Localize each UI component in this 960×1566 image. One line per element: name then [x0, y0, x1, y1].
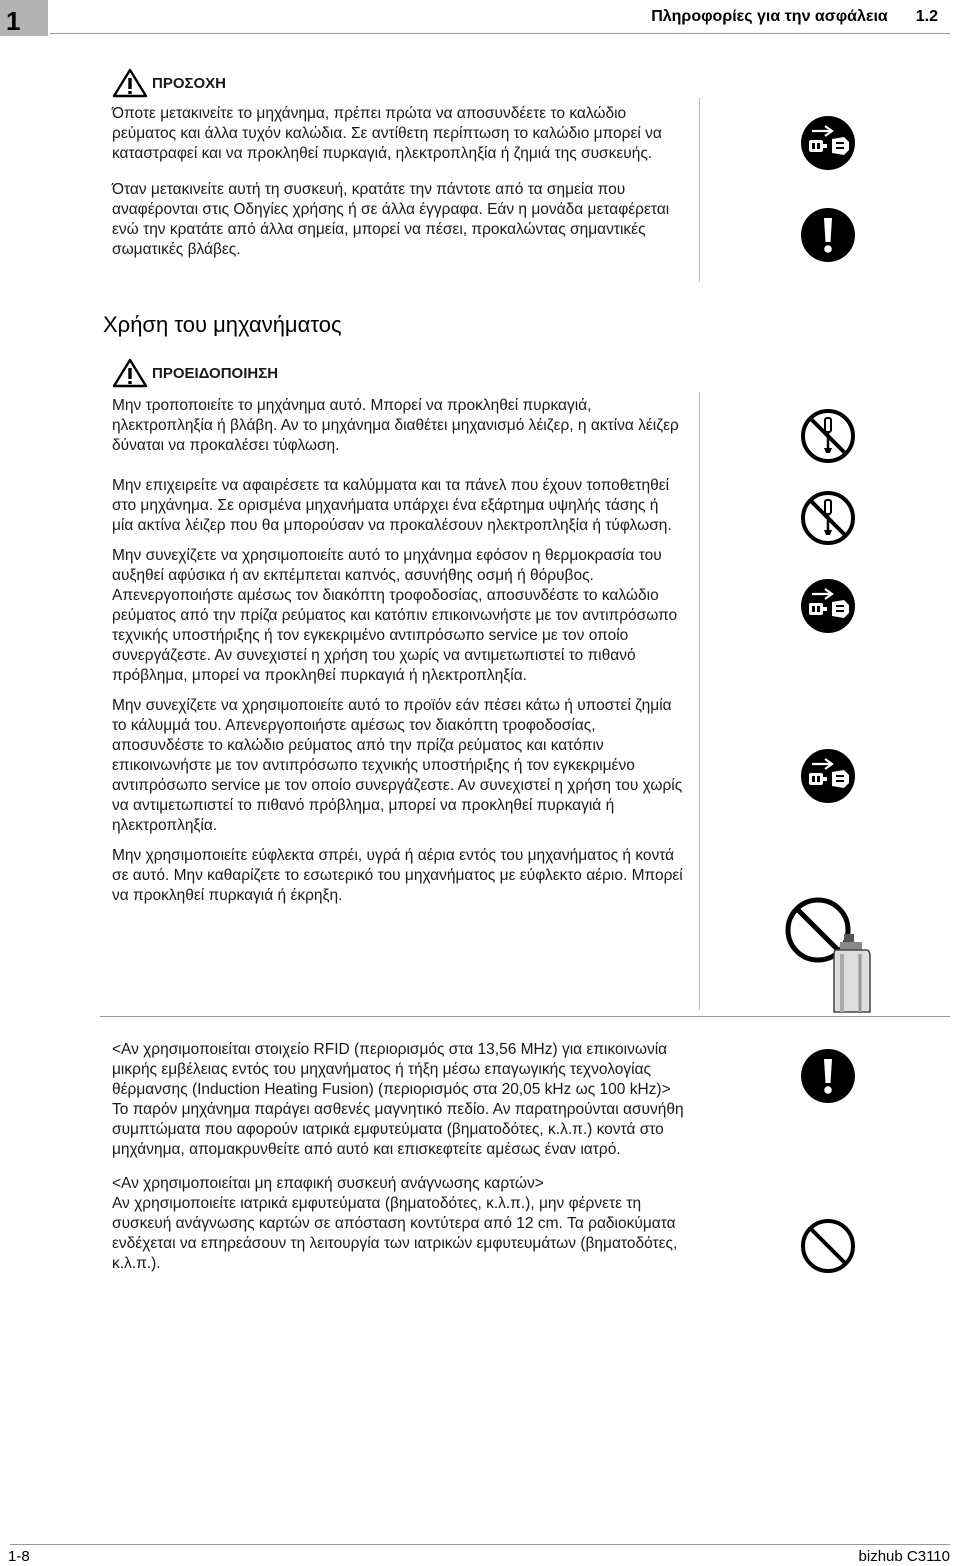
- warning-paragraph-3: Μην συνεχίζετε να χρησιμοποιείτε αυτό το μηχάνημα εφόσον η θερμοκρασία του αυξηθεί αφύσικα ή αν εκπέμπεται καπνός, ασυνήθης οσμή ή θόρυβος. Απενεργοποιήστε αμέσως τον διακόπτη τροφοδοσίας, αποσυνδέστε το καλώδιο ρεύματος από την πρίζα ρεύματος και κατόπιν επικοινωνήστε με τον αντιπρόσωπο τεχνικής υποστήριξης ή τον εγκεκριμένο αντιπρόσωπο service με τον οποίο συνεργάζεστε. Αν συνεχιστεί η χρήση του χωρίς να αντιμετωπιστεί το πιθανό πρόβλημα, μπορεί να προκληθεί πυρκαγιά ή ηλεκτροπληξία.: [112, 547, 678, 684]
- running-header: [651, 8, 938, 26]
- rfid-paragraph-3: <Αν χρησιμοποιείται μη επαφική συσκευή ανάγνωσης καρτών>: [112, 1175, 544, 1192]
- section-title: Χρήση του μηχανήματος: [103, 312, 342, 337]
- rfid-block: [112, 1040, 684, 1274]
- footer-rule: [10, 1544, 950, 1545]
- warning-block: [112, 358, 684, 906]
- separator-rule: [100, 1016, 950, 1017]
- header-rule: [50, 33, 950, 34]
- unplug-icon: [800, 748, 856, 804]
- rfid-paragraph-4: Αν χρησιμοποιείτε ιατρικά εμφυτεύματα (βηματοδότες, κ.λ.π.), μην φέρνετε τη συσκευή ανάγνωσης καρτών σε απόσταση κοντύτερα από 12 cm. Τα ραδιοκύματα ενδέχεται να επηρεάσουν τη λειτουργία των ιατρικών εμφυτευμάτων (βηματοδότες, κ.λ.π.).: [112, 1195, 678, 1272]
- rfid-paragraph-1: <Αν χρησιμοποιείται στοιχείο RFID (περιορισμός στα 13,56 MHz) για επικοινωνία μικρής εμβέλειας εντός του μηχανήματος ή τήξη μέσω επαγωγικής τεχνολογίας θέρμανσης (Induction Heating Fusion) (περιορισμός στα 20,05 kHz ως 100 kHz)>: [112, 1041, 671, 1098]
- chapter-tab: [0, 0, 48, 36]
- caution-block: [112, 68, 684, 260]
- chapter-number: 1: [6, 6, 21, 36]
- warning-paragraph-4: Μην συνεχίζετε να χρησιμοποιείτε αυτό το προϊόν εάν πέσει κάτω ή υποστεί ζημία το κάλυμμά του. Απενεργοποιήστε αμέσως τον διακόπτη τροφοδοσίας, αποσυνδέστε το καλώδιο ρεύματος από την πρίζα ρεύματος και κατόπιν επικοινωνήστε με τον αντιπρόσωπο τεχνικής υποστήριξης ή τον εγκεκριμένο αντιπρόσωπο service με τον οποίο συνεργάζεστε. Αν συνεχιστεί η χρήση του χωρίς να αντιμετωπιστεί το πιθανό πρόβλημα, μπορεί να προκληθεί πυρκαγιά ή ηλεκτροπληξία.: [112, 697, 683, 834]
- caution-heading: [112, 68, 684, 98]
- caution-label: ΠΡΟΣΟΧΗ: [152, 74, 227, 92]
- header-title: Πληροφορίες για την ασφάλεια: [651, 8, 888, 25]
- prohibited-icon: [800, 1218, 856, 1274]
- warning-paragraph-1: Μην τροποποιείτε το μηχάνημα αυτό. Μπορεί να προκληθεί πυρκαγιά, ηλεκτροπληξία ή βλάβη. Αν το μηχάνημα διαθέτει μηχανισμό λέιζερ, η ακτίνα λέιζερ δύναται να προκαλέσει τύφλωση.: [112, 397, 679, 454]
- no-flammable-spray-icon: [768, 890, 888, 1015]
- no-disassembly-icon: [800, 490, 856, 546]
- warning-heading: [112, 358, 684, 388]
- header-section: 1.2: [915, 8, 938, 25]
- exclamation-icon: [800, 1048, 856, 1104]
- warning-paragraph-2: Μην επιχειρείτε να αφαιρέσετε τα καλύμματα και τα πάνελ που έχουν τοποθετηθεί στο μηχάνημα. Σε ορισμένα μηχανήματα υπάρχει ένα εξάρτημα υψηλής τάσης ή μία ακτίνα λέιζερ που θα μπορούσαν να προκαλέσουν ηλεκτροπληξία ή τύφλωση.: [112, 477, 672, 534]
- icon-column-divider: [699, 98, 700, 282]
- warning-paragraph-5: Μην χρησιμοποιείτε εύφλεκτα σπρέι, υγρά ή αέρια εντός του μηχανήματος ή κοντά σε αυτό. Μην καθαρίζετε το εσωτερικό του μηχανήματος με εύφλεκτο αέριο. Μπορεί να προκληθεί πυρκαγιά ή έκρηξη.: [112, 847, 683, 904]
- unplug-icon: [800, 115, 856, 171]
- caution-paragraph-1: Όποτε μετακινείτε το μηχάνημα, πρέπει πρώτα να αποσυνδέετε το καλώδιο ρεύματος και άλλα τυχόν καλώδια. Σε αντίθετη περίπτωση το καλώδιο μπορεί να καταστραφεί και να προκληθεί πυρκαγιά, ηλεκτροπληξία ή ζημιά της συσκευής.: [112, 105, 662, 162]
- warning-triangle-icon: [112, 68, 148, 98]
- warning-label: ΠΡΟΕΙΔΟΠΟΙΗΣΗ: [152, 364, 279, 382]
- icon-column-divider: [699, 392, 700, 1010]
- rfid-paragraph-2: Το παρόν μηχάνημα παράγει ασθενές μαγνητικό πεδίο. Αν παρατηρούνται ασυνήθη συμπτώματα που αφορούν ιατρικά εμφυτεύματα (βηματοδότες, κ.λ.π.) κοντά στο μηχάνημα, απομακρυνθείτε από αυτό και επισκεφτείτε αμέσως έναν ιατρό.: [112, 1101, 684, 1158]
- page-number: 1-8: [8, 1548, 30, 1565]
- warning-triangle-icon: [112, 358, 148, 388]
- unplug-icon: [800, 578, 856, 634]
- caution-paragraph-2: Όταν μετακινείτε αυτή τη συσκευή, κρατάτε την πάντοτε από τα σημεία που αναφέρονται στις Οδηγίες χρήσης ή σε άλλα έγγραφα. Εάν η μονάδα μεταφέρεται ενώ την κρατάτε από άλλα σημεία, μπορεί να πέσει, προκαλώντας σημαντικές σωματικές βλάβες.: [112, 181, 670, 258]
- exclamation-icon: [800, 207, 856, 263]
- product-name: bizhub C3110: [858, 1548, 950, 1565]
- no-disassembly-icon: [800, 408, 856, 464]
